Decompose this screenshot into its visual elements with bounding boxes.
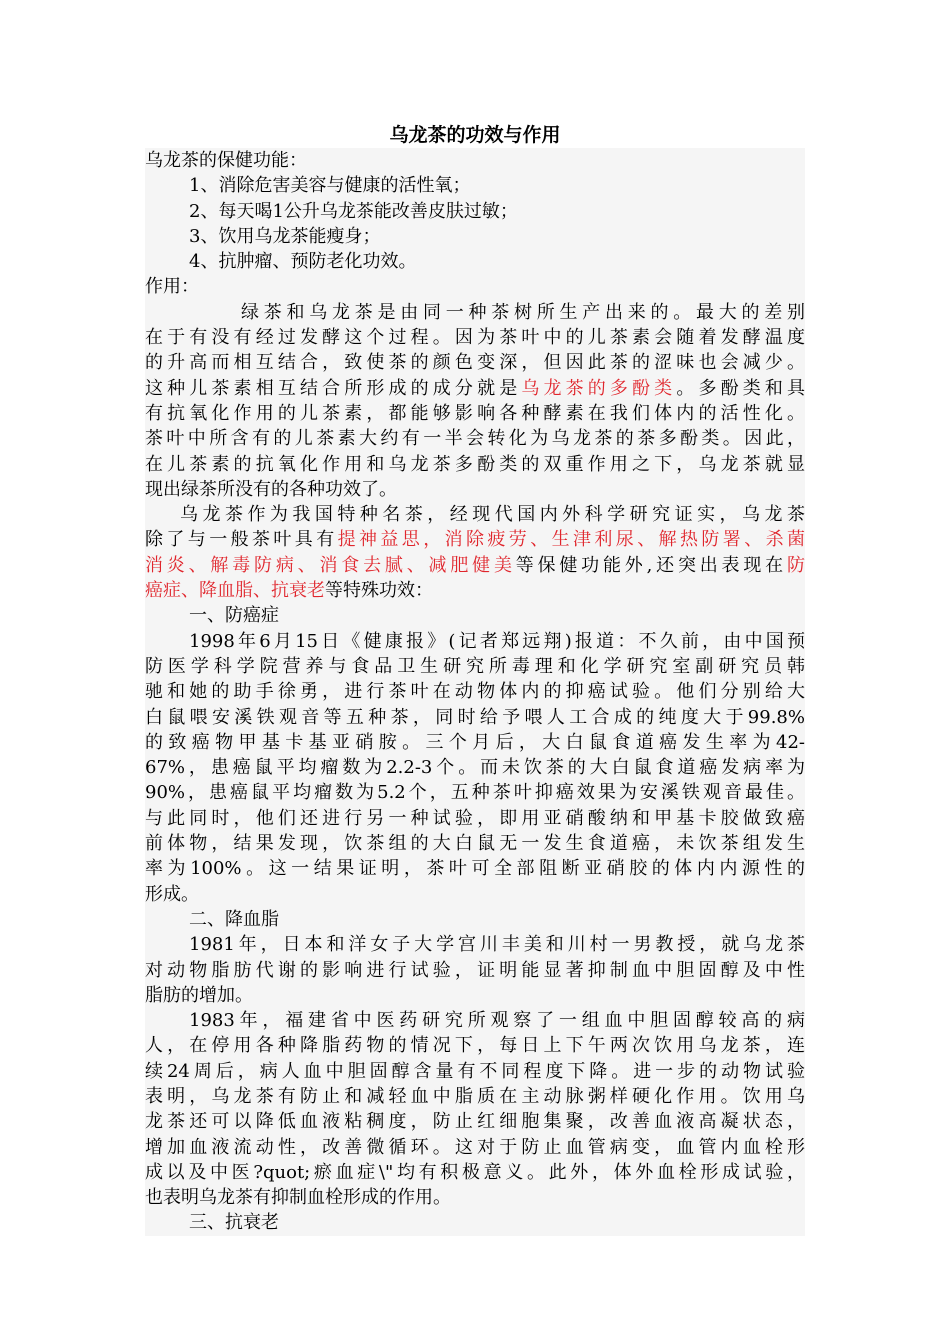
list-item: 2、每天喝1公升乌龙茶能改善皮肤过敏； [189,200,518,222]
list-item: 1、消除危害美容与健康的活性氧； [189,175,471,197]
paragraph-line: 成以及中医?quot;瘀血症\"均有积极意义。此外，体外血栓形成试验， [145,1161,805,1183]
section-heading: 乌龙茶的保健功能： [145,150,307,171]
paragraph-line: 对动物脂肪代谢的影响进行试验，证明能显著抑制血中胆固醇及中性 [145,959,805,981]
highlighted-text: 消炎、解毒防病、消食去腻、减肥健美 [145,554,516,576]
paragraph-line: 1983年，福建省中医药研究所观察了一组血中胆固醇较高的病 [189,1010,805,1032]
text-run: 除了与一般茶叶具有 [145,529,338,551]
section-heading: 三、抗衰老 [189,1212,279,1234]
paragraph-line: 率为100%。这一结果证明，茶叶可全部阻断亚硝胶的体内内源性的 [145,858,805,880]
document-title: 乌龙茶的功效与作用 [389,124,561,146]
paragraph-line: 有抗氧化作用的儿茶素，都能够影响各种酵素在我们体内的活性化。 [145,402,805,424]
paragraph-line: 续24周后，病人血中胆固醇含量有不同程度下降。进一步的动物试验 [145,1060,805,1082]
list-item: 3、饮用乌龙茶能瘦身； [189,225,381,247]
paragraph-line: 驰和她的助手徐勇，进行茶叶在动物体内的抑癌试验。他们分别给大 [145,681,805,703]
paragraph-line: 的致癌物甲基卡基亚硝胺。三个月后，大白鼠食道癌发生率为42- [145,731,805,753]
paragraph-line: 在于有没有经过发酵这个过程。因为茶叶中的儿茶素会随着发酵温度 [145,327,805,349]
paragraph-line: 90%，患癌鼠平均瘤数为5.2个，五种茶叶抑癌效果为安溪铁观音最佳。 [145,782,805,804]
text-run: 这种儿茶素相互结合所形成的成分就是 [145,377,522,399]
section-heading: 一、防癌症 [189,605,279,627]
document-body [145,148,805,1236]
text-run: 等特殊功效： [325,580,433,602]
paragraph-line: 表明，乌龙茶有防止和减轻血中脂质在主动脉粥样硬化作用。饮用乌 [145,1085,805,1107]
paragraph-line: 67%，患癌鼠平均瘤数为2.2-3个。而未饮茶的大白鼠食道癌发病率为 [145,757,805,779]
paragraph-line: 白鼠喂安溪铁观音等五种茶，同时给予喂人工合成的纯度大于99.8% [145,706,805,728]
highlighted-text: 提神益思，消除疲劳、生津利尿、解热防署、杀菌 [337,529,805,551]
paragraph-line [145,376,805,401]
paragraph-line [145,578,805,603]
paragraph-line: 也表明乌龙茶有抑制血栓形成的作用。 [145,1187,451,1209]
paragraph-line [145,527,805,552]
paragraph-line: 乌龙茶作为我国特种名茶，经现代国内外科学研究证实，乌龙茶 [180,504,805,526]
paragraph-line: 增加血液流动性，改善微循环。这对于防止血管病变，血管内血栓形 [145,1136,805,1158]
paragraph-line [145,553,805,578]
section-heading: 二、降血脂 [189,908,279,930]
paragraph-line: 在儿茶素的抗氧化作用和乌龙茶多酚类的双重作用之下，乌龙茶就显 [145,453,805,475]
paragraph-line: 绿茶和乌龙茶是由同一种茶树所生产出来的。最大的差别 [241,301,805,323]
highlighted-text: 癌症、降血脂、抗衰老 [145,580,325,602]
paragraph-line: 茶叶中所含有的儿茶素大约有一半会转化为乌龙茶的茶多酚类。因此， [145,428,805,450]
paragraph-line: 1981年，日本和洋女子大学宫川丰美和川村一男教授，就乌龙茶 [189,934,805,956]
paragraph-line: 的升高而相互结合，致使茶的颜色变深，但因此茶的涩味也会减少。 [145,352,805,374]
paragraph-line: 1998年6月15日《健康报》(记者郑远翔)报道：不久前，由中国预 [189,630,805,652]
text-run: 等保健功能外,还突出表现在 [515,554,787,576]
paragraph-line: 形成。 [145,883,199,905]
section-heading: 作用： [145,276,199,298]
paragraph-line: 防医学科学院营养与食品卫生研究所毒理和化学研究室副研究员韩 [145,655,805,677]
paragraph-line: 龙茶还可以降低血液粘稠度，防止红细胞集聚，改善血液高凝状态， [145,1111,805,1133]
highlighted-text: 防 [787,554,805,576]
paragraph-line: 前体物，结果发现，饮茶组的大白鼠无一发生食道癌，未饮茶组发生 [145,833,805,855]
highlighted-text: 乌龙茶的多酚类 [521,377,677,399]
paragraph-line: 现出绿茶所没有的各种功效了。 [145,478,397,500]
paragraph-line: 与此同时，他们还进行另一种试验，即用亚硝酸纳和甲基卡胶做致癌 [145,807,805,829]
paragraph-line: 脂肪的增加。 [145,984,253,1006]
paragraph-line: 人，在停用各种降脂药物的情况下，每日上下午两次饮用乌龙茶，连 [145,1035,805,1057]
text-run: 。多酚类和具 [676,377,805,399]
list-item: 4、抗肿瘤、预防老化功效。 [189,251,417,273]
